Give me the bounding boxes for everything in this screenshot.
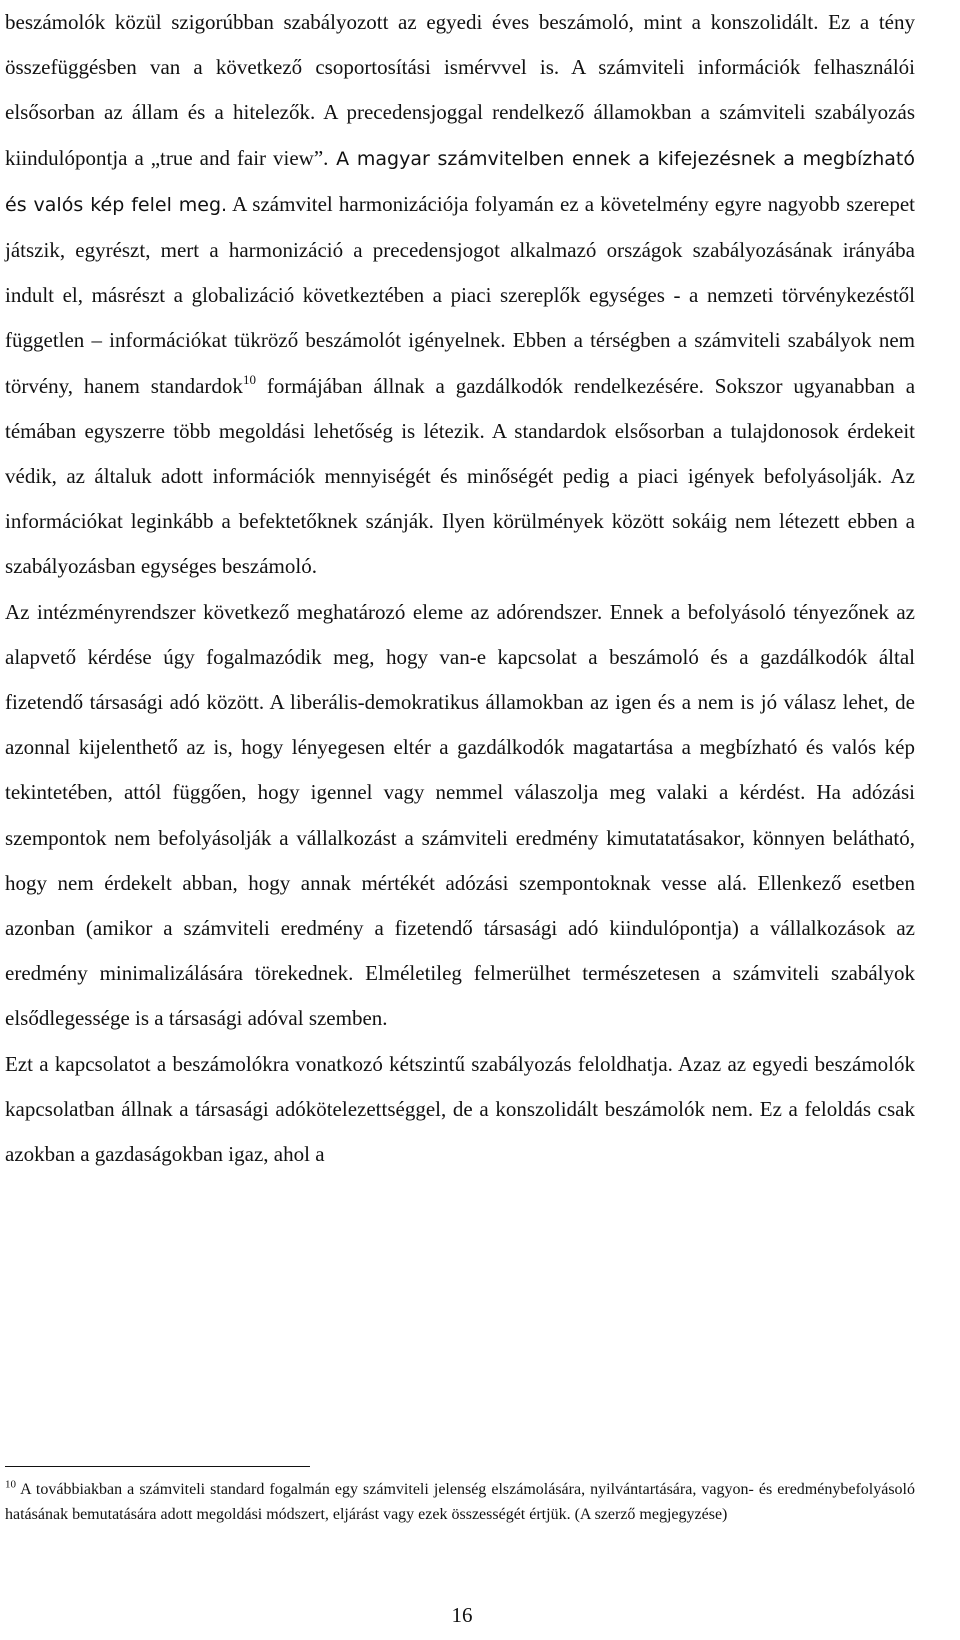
paragraph-1 xyxy=(5,0,915,590)
footnote-separator xyxy=(5,1466,310,1467)
footnote-reference[interactable]: 10 xyxy=(242,371,256,387)
body-text xyxy=(5,0,915,1177)
footnote-text: A továbbiakban a számviteli standard fogalmán egy számviteli jelenség elszámolására, nyilvántartására, vagyon- és eredménybefolyásoló hatásának bemutatására adott megoldási módszert, eljárást vagy ezek összességét értjük. (A szerző megjegyzése) xyxy=(5,1481,915,1523)
paragraph-3: Ezt a kapcsolatot a beszámolókra vonatkozó kétszintű szabályozás feloldhatja. Azaz az egyedi beszámolók kapcsolatban állnak a társasági adókötelezettséggel, de a konszolidált beszámolók nem. Ez a feloldás csak azokban a gazdaságokban igaz, ahol a xyxy=(5,1051,915,1167)
paragraph-1-part-2: A magyar számvitelben ennek a kifejezésnek a megbízható és valós kép felel meg. xyxy=(5,147,915,216)
page-number: 16 xyxy=(451,1603,473,1627)
footnote-number: 10 xyxy=(5,1478,16,1491)
paragraph-1-part-4: formájában állnak a gazdálkodók rendelkezésére. Sokszor ugyanabban a témában egyszerre több megoldási lehetőség is létezik. A standardok elsősorban a tulajdonosok érdekeit védik, az általuk adott információk mennyiségét és minőségét pedig a piaci igények befolyásolják. Az információkat leginkább a befektetőknek szánják. Ilyen körülmények között sokáig nem létezett ebben a szabályozásban egységes beszámoló. xyxy=(5,373,916,579)
paragraph-1-part-3: A számvitel harmonizációja folyamán ez a követelmény egyre nagyobb szerepet játszik, egyrészt, mert a harmonizáció a precedensjogot alkalmazó országok szabályozásának irányába indult el, másrészt a globalizáció következtében a piaci szereplők egységes - a nemzeti törvénykezéstől független – információkat tükröző beszámolót igényelnek. Ebben a térségben a számviteli szabályok nem törvény, hanem standardok xyxy=(5,191,915,398)
paragraph-1-part-1: beszámolók közül szigorúbban szabályozott az egyedi éves beszámoló, mint a konszolidált. Ez a tény összefüggésben van a következő csoportosítási ismérvvel is. A számviteli információk felhasználói elsősorban az állam és a hitelezők. A precedensjoggal rendelkező államokban a számviteli szabályozás kiindulópontja a „true and fair view”. xyxy=(5,10,915,170)
footnote xyxy=(5,1478,915,1527)
paragraph-2: Az intézményrendszer következő meghatározó eleme az adórendszer. Ennek a befolyásoló tényezőnek az alapvető kérdése úgy fogalmazódik meg, hogy van-e kapcsolat a beszámoló és a gazdálkodók által fizetendő társasági adó között. A liberális-demokratikus államokban az igen és a nem is jó válasz lehet, de azonnal kijelenthető az is, hogy lényegesen eltér a gazdálkodók magatartása a megbízható és valós kép tekintetében, attól függően, hogy igennel vagy nemmel válaszolja meg valaki a kérdést. Ha adózási szempontok nem befolyásolják a vállalkozást a számviteli eredmény kimutatatásakor, könnyen belátható, hogy nem érdekelt abban, hogy annak mértékét adózási szempontoknak vesse alá. Ellenkező esetben azonban (amikor a számviteli eredmény a fizetendő társasági adó kiindulópontja) a vállalkozások az eredmény minimalizálására törekednek. Elméletileg felmerülhet természetesen a számviteli szabályok elsődlegessége is a társasági adóval szemben. xyxy=(5,599,915,1031)
